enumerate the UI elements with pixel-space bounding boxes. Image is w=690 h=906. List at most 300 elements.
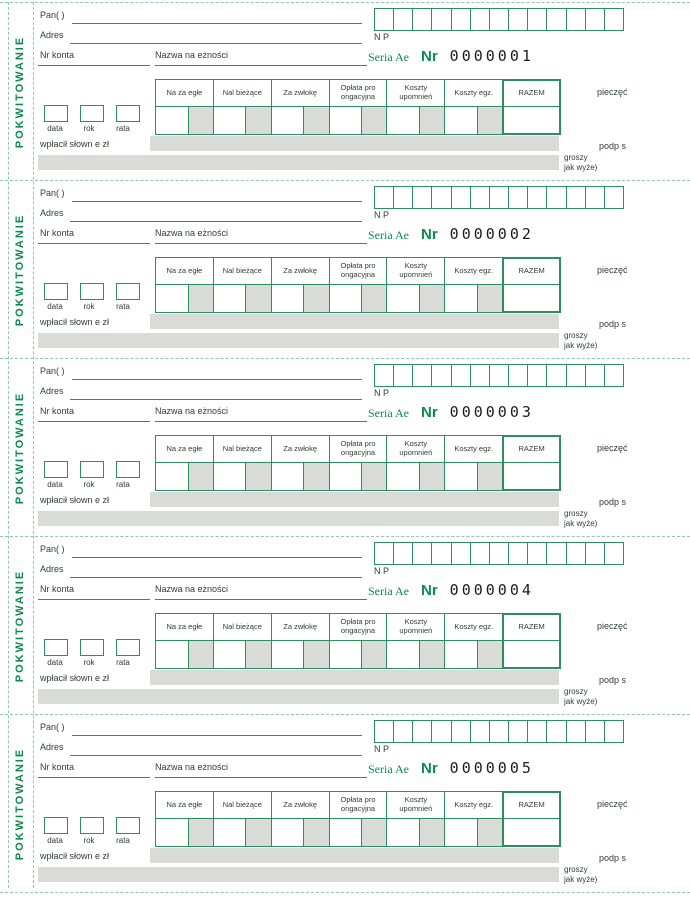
nip-cell <box>375 543 393 564</box>
column-header: Koszty egz. <box>445 80 502 107</box>
nip-cell <box>451 365 470 386</box>
column-header: Koszty egz. <box>445 258 502 285</box>
nip-cell <box>566 187 585 208</box>
amounts-table <box>155 435 561 491</box>
groszy-note <box>564 509 597 529</box>
amounts-table <box>155 257 561 313</box>
pan-fill-line <box>72 11 362 24</box>
data-rok-rata-boxes <box>44 817 140 834</box>
nr-konta-fill-line <box>38 407 150 422</box>
serial-row <box>368 47 534 65</box>
nip-cell <box>585 543 604 564</box>
receipt-slip <box>0 715 690 893</box>
table-column-zalegle <box>156 436 214 490</box>
column-cells <box>156 819 213 846</box>
column-cells <box>330 285 387 312</box>
rok-box <box>80 283 104 300</box>
rata-box <box>116 639 140 656</box>
zl-cell <box>330 107 362 134</box>
rok-box <box>80 461 104 478</box>
zl-cell <box>214 463 246 490</box>
table-column-zwloke <box>272 614 330 668</box>
serial-number: 0000004 <box>449 581 534 599</box>
nip-cell <box>527 543 546 564</box>
pieczec-label: pieczęć <box>597 87 628 97</box>
pan-label: Pan( ) <box>40 544 65 554</box>
rok-label: rok <box>83 836 95 845</box>
nip-cell <box>489 721 508 742</box>
nr-konta-fill-line <box>38 229 150 244</box>
pokwitowanie-vertical-label: POKWITOWANIE <box>14 213 26 326</box>
rok-label: rok <box>83 658 95 667</box>
nip-cell <box>393 187 412 208</box>
nip-cell <box>585 365 604 386</box>
zl-cell <box>330 819 362 846</box>
zl-cell <box>272 107 304 134</box>
nazwa-naleznosci-label: Nazwa na eżności <box>155 406 229 416</box>
serial-row <box>368 759 534 777</box>
zl-cell <box>156 641 188 668</box>
table-column-razem <box>503 258 560 312</box>
column-header: Nal bieżące <box>214 614 271 641</box>
nip-cell <box>508 187 527 208</box>
adres-fill-line <box>70 743 362 756</box>
nip-cell <box>451 543 470 564</box>
groszy-note <box>564 331 597 351</box>
table-column-egz <box>445 614 503 668</box>
column-header: Opłata pro ongacyjna <box>330 792 387 819</box>
zl-cell <box>330 463 362 490</box>
column-cells <box>387 107 444 134</box>
podpis-label: podp s <box>599 675 627 685</box>
nip-boxes-grid <box>374 542 624 565</box>
groszy-note-line2: jak wyże) <box>564 875 598 884</box>
table-column-biezace <box>214 80 272 134</box>
seria-label: Seria Ae <box>368 406 409 420</box>
wplacil-slownie-label: wpłacił słown e zł <box>40 851 110 861</box>
column-header: Opłata pro ongacyjna <box>330 614 387 641</box>
nip-cell <box>470 365 489 386</box>
nip-cell <box>527 9 546 30</box>
pieczec-label: pieczęć <box>597 265 628 275</box>
nip-cell <box>508 9 527 30</box>
groszy-note <box>564 865 597 885</box>
nip-cell <box>585 187 604 208</box>
gr-cell <box>477 463 502 490</box>
nr-prefix-label: Nr <box>421 582 438 599</box>
data-rok-rata-boxes <box>44 639 140 656</box>
grosze-strip <box>38 511 559 526</box>
groszy-note <box>564 153 597 173</box>
nip-cell <box>393 721 412 742</box>
column-header: Koszty egz. <box>445 614 502 641</box>
nip-cell <box>604 9 623 30</box>
zl-cell <box>445 107 477 134</box>
table-column-prolongacyjna <box>330 614 388 668</box>
groszy-note-line1: groszy <box>564 687 588 696</box>
serial-number: 0000002 <box>449 225 534 243</box>
column-header: RAZEM <box>503 80 560 107</box>
nip-cell <box>508 721 527 742</box>
data-label: data <box>47 124 63 133</box>
pieczec-label: pieczęć <box>597 621 628 631</box>
nip-boxes-grid <box>374 364 624 387</box>
gr-cell <box>477 641 502 668</box>
nr-konta-label: Nr konta <box>40 50 75 60</box>
zl-cell <box>214 819 246 846</box>
podpis-label: podp s <box>599 497 627 507</box>
nazwa-fill-line <box>155 229 367 244</box>
nip-cell <box>375 187 393 208</box>
table-column-razem <box>503 792 560 846</box>
nip-cell <box>431 365 450 386</box>
rata-label: rata <box>116 480 130 489</box>
data-rok-rata-labels <box>44 480 140 489</box>
nip-cell <box>451 9 470 30</box>
table-column-upomnien <box>387 80 445 134</box>
nip-label: N P <box>374 566 390 576</box>
rata-label: rata <box>116 302 130 311</box>
rata-box <box>116 105 140 122</box>
nip-cell <box>546 543 565 564</box>
zl-cell <box>445 641 477 668</box>
column-cells <box>214 107 271 134</box>
nr-prefix-label: Nr <box>421 48 438 65</box>
data-rok-rata-boxes <box>44 105 140 122</box>
nip-cell <box>508 543 527 564</box>
serial-row <box>368 225 534 243</box>
data-rok-rata-labels <box>44 124 140 133</box>
nazwa-naleznosci-label: Nazwa na eżności <box>155 762 229 772</box>
nr-prefix-label: Nr <box>421 760 438 777</box>
pokwitowanie-vertical-label: POKWITOWANIE <box>14 747 26 860</box>
zl-cell <box>214 285 246 312</box>
groszy-note-line2: jak wyże) <box>564 163 598 172</box>
column-cells <box>272 107 329 134</box>
groszy-note-line2: jak wyże) <box>564 341 598 350</box>
column-header: Nal bieżące <box>214 436 271 463</box>
rok-label: rok <box>83 480 95 489</box>
zl-cell <box>214 107 246 134</box>
pan-label: Pan( ) <box>40 722 65 732</box>
nip-boxes-grid <box>374 8 624 31</box>
nip-cell <box>604 543 623 564</box>
table-column-biezace <box>214 614 272 668</box>
wplacil-slownie-label: wpłacił słown e zł <box>40 673 110 683</box>
zl-cell <box>156 463 188 490</box>
data-rok-rata-boxes <box>44 461 140 478</box>
receipt-slip <box>0 359 690 537</box>
nr-konta-fill-line <box>38 763 150 778</box>
column-cells <box>445 819 502 846</box>
column-header: Za zwłokę <box>272 258 329 285</box>
gr-cell <box>477 285 502 312</box>
column-cells <box>272 819 329 846</box>
column-cells <box>272 463 329 490</box>
nip-cell <box>566 721 585 742</box>
rata-label: rata <box>116 836 130 845</box>
zl-cell <box>387 819 419 846</box>
rata-label: rata <box>116 658 130 667</box>
pieczec-label: pieczęć <box>597 443 628 453</box>
column-cells <box>214 285 271 312</box>
amounts-table <box>155 791 561 847</box>
nip-cell <box>375 365 393 386</box>
gr-cell <box>361 285 386 312</box>
column-header: Opłata pro ongacyjna <box>330 80 387 107</box>
gr-cell <box>419 285 444 312</box>
serial-number: 0000003 <box>449 403 534 421</box>
nip-cell <box>566 9 585 30</box>
amounts-table <box>155 79 561 135</box>
adres-label: Adres <box>40 386 64 396</box>
podpis-label: podp s <box>599 853 627 863</box>
column-header: Koszty upomnień <box>387 792 444 819</box>
receipt-slip <box>0 2 690 181</box>
nip-cell <box>470 187 489 208</box>
gr-cell <box>303 641 328 668</box>
amount-words-strip <box>150 136 559 151</box>
table-column-razem <box>503 614 560 668</box>
column-cells <box>387 285 444 312</box>
column-cells <box>272 285 329 312</box>
gr-cell <box>303 463 328 490</box>
column-header: Koszty upomnień <box>387 614 444 641</box>
nip-cell <box>412 721 431 742</box>
amount-words-strip <box>150 492 559 507</box>
data-box <box>44 639 68 656</box>
razem-cell <box>503 641 560 668</box>
groszy-note-line2: jak wyże) <box>564 697 598 706</box>
gr-cell <box>245 463 270 490</box>
groszy-note-line1: groszy <box>564 865 588 874</box>
nip-cell <box>451 721 470 742</box>
column-header: Na za egłe <box>156 80 213 107</box>
column-header: Na za egłe <box>156 792 213 819</box>
gr-cell <box>245 819 270 846</box>
amount-words-strip <box>150 314 559 329</box>
nip-cell <box>412 365 431 386</box>
column-header: Koszty upomnień <box>387 436 444 463</box>
nazwa-naleznosci-label: Nazwa na eżności <box>155 228 229 238</box>
zl-cell <box>330 641 362 668</box>
data-box <box>44 283 68 300</box>
data-rok-rata-labels <box>44 302 140 311</box>
table-column-zwloke <box>272 258 330 312</box>
table-column-prolongacyjna <box>330 80 388 134</box>
column-cells <box>330 107 387 134</box>
adres-label: Adres <box>40 30 64 40</box>
column-header: Koszty egz. <box>445 436 502 463</box>
nr-prefix-label: Nr <box>421 404 438 421</box>
groszy-note <box>564 687 597 707</box>
nip-cell <box>375 721 393 742</box>
nip-cell <box>546 9 565 30</box>
receipt-slip <box>0 181 690 359</box>
column-cells <box>330 463 387 490</box>
data-rok-rata-boxes <box>44 283 140 300</box>
column-header: Na za egłe <box>156 436 213 463</box>
data-rok-rata-labels <box>44 836 140 845</box>
nip-cell <box>604 721 623 742</box>
gr-cell <box>477 107 502 134</box>
nip-cell <box>412 187 431 208</box>
adres-fill-line <box>70 565 362 578</box>
nazwa-naleznosci-label: Nazwa na eżności <box>155 584 229 594</box>
column-cells <box>330 819 387 846</box>
nazwa-fill-line <box>155 763 367 778</box>
table-column-egz <box>445 80 503 134</box>
receipt-slip <box>0 537 690 715</box>
amounts-table <box>155 613 561 669</box>
zl-cell <box>445 819 477 846</box>
pan-fill-line <box>72 189 362 202</box>
column-header: Na za egłe <box>156 614 213 641</box>
pan-label: Pan( ) <box>40 188 65 198</box>
gr-cell <box>361 463 386 490</box>
gr-cell <box>419 463 444 490</box>
nip-boxes-grid <box>374 186 624 209</box>
column-header: RAZEM <box>503 436 560 463</box>
column-header: Opłata pro ongacyjna <box>330 436 387 463</box>
data-label: data <box>47 480 63 489</box>
nr-konta-label: Nr konta <box>40 228 75 238</box>
nazwa-fill-line <box>155 407 367 422</box>
table-column-egz <box>445 258 503 312</box>
column-cells <box>445 285 502 312</box>
table-column-zalegle <box>156 792 214 846</box>
gr-cell <box>419 819 444 846</box>
rok-label: rok <box>83 302 95 311</box>
pokwitowanie-vertical-label: POKWITOWANIE <box>14 569 26 682</box>
nip-cell <box>470 543 489 564</box>
column-header: Koszty egz. <box>445 792 502 819</box>
seria-label: Seria Ae <box>368 228 409 242</box>
zl-cell <box>387 641 419 668</box>
nip-cell <box>546 365 565 386</box>
table-column-prolongacyjna <box>330 258 388 312</box>
data-rok-rata-block <box>44 639 140 667</box>
podpis-label: podp s <box>599 141 627 151</box>
data-label: data <box>47 836 63 845</box>
nip-cell <box>585 721 604 742</box>
wplacil-slownie-label: wpłacił słown e zł <box>40 317 110 327</box>
table-column-biezace <box>214 792 272 846</box>
nip-cell <box>412 543 431 564</box>
nip-cell <box>393 543 412 564</box>
serial-number: 0000001 <box>449 47 534 65</box>
groszy-note-line1: groszy <box>564 331 588 340</box>
serial-row <box>368 403 534 421</box>
nip-cell <box>431 721 450 742</box>
column-cells <box>330 641 387 668</box>
zl-cell <box>387 285 419 312</box>
seria-label: Seria Ae <box>368 584 409 598</box>
column-header: RAZEM <box>503 792 560 819</box>
zl-cell <box>156 107 188 134</box>
column-cells <box>445 641 502 668</box>
nip-cell <box>393 9 412 30</box>
data-rok-rata-block <box>44 105 140 133</box>
column-header: Za zwłokę <box>272 436 329 463</box>
rata-box <box>116 283 140 300</box>
table-column-zalegle <box>156 614 214 668</box>
nip-cell <box>489 187 508 208</box>
adres-fill-line <box>70 387 362 400</box>
gr-cell <box>188 641 213 668</box>
amount-words-strip <box>150 670 559 685</box>
data-box <box>44 105 68 122</box>
razem-cell <box>503 285 560 312</box>
nip-cell <box>604 365 623 386</box>
rok-box <box>80 639 104 656</box>
nip-label: N P <box>374 388 390 398</box>
nip-cell <box>431 543 450 564</box>
razem-cell <box>503 107 560 134</box>
nip-cell <box>527 187 546 208</box>
pan-label: Pan( ) <box>40 10 65 20</box>
grosze-strip <box>38 867 559 882</box>
gr-cell <box>245 641 270 668</box>
pieczec-label: pieczęć <box>597 799 628 809</box>
table-column-zalegle <box>156 258 214 312</box>
grosze-strip <box>38 689 559 704</box>
column-header: Opłata pro ongacyjna <box>330 258 387 285</box>
column-cells <box>156 107 213 134</box>
column-header: Za zwłokę <box>272 80 329 107</box>
column-header: Nal bieżące <box>214 792 271 819</box>
pan-fill-line <box>72 545 362 558</box>
adres-label: Adres <box>40 208 64 218</box>
column-header: Koszty upomnień <box>387 258 444 285</box>
gr-cell <box>245 107 270 134</box>
gr-cell <box>303 285 328 312</box>
data-label: data <box>47 658 63 667</box>
zl-cell <box>272 819 304 846</box>
razem-cell <box>503 463 560 490</box>
nip-cell <box>527 721 546 742</box>
gr-cell <box>188 107 213 134</box>
nip-cell <box>412 9 431 30</box>
adres-label: Adres <box>40 742 64 752</box>
amount-words-strip <box>150 848 559 863</box>
column-header: Nal bieżące <box>214 258 271 285</box>
data-rok-rata-block <box>44 817 140 845</box>
data-box <box>44 461 68 478</box>
data-rok-rata-block <box>44 461 140 489</box>
pokwitowanie-vertical-label: POKWITOWANIE <box>14 391 26 504</box>
zl-cell <box>272 641 304 668</box>
table-column-upomnien <box>387 436 445 490</box>
nip-cell <box>585 9 604 30</box>
nip-label: N P <box>374 210 390 220</box>
zl-cell <box>387 463 419 490</box>
rata-label: rata <box>116 124 130 133</box>
nip-label: N P <box>374 744 390 754</box>
table-column-upomnien <box>387 792 445 846</box>
gr-cell <box>361 107 386 134</box>
column-cells <box>156 641 213 668</box>
table-column-zwloke <box>272 436 330 490</box>
table-column-razem <box>503 80 560 134</box>
table-column-egz <box>445 436 503 490</box>
nr-konta-fill-line <box>38 51 150 66</box>
column-header: Za zwłokę <box>272 792 329 819</box>
adres-fill-line <box>70 209 362 222</box>
table-column-zalegle <box>156 80 214 134</box>
table-column-zwloke <box>272 792 330 846</box>
rata-box <box>116 461 140 478</box>
